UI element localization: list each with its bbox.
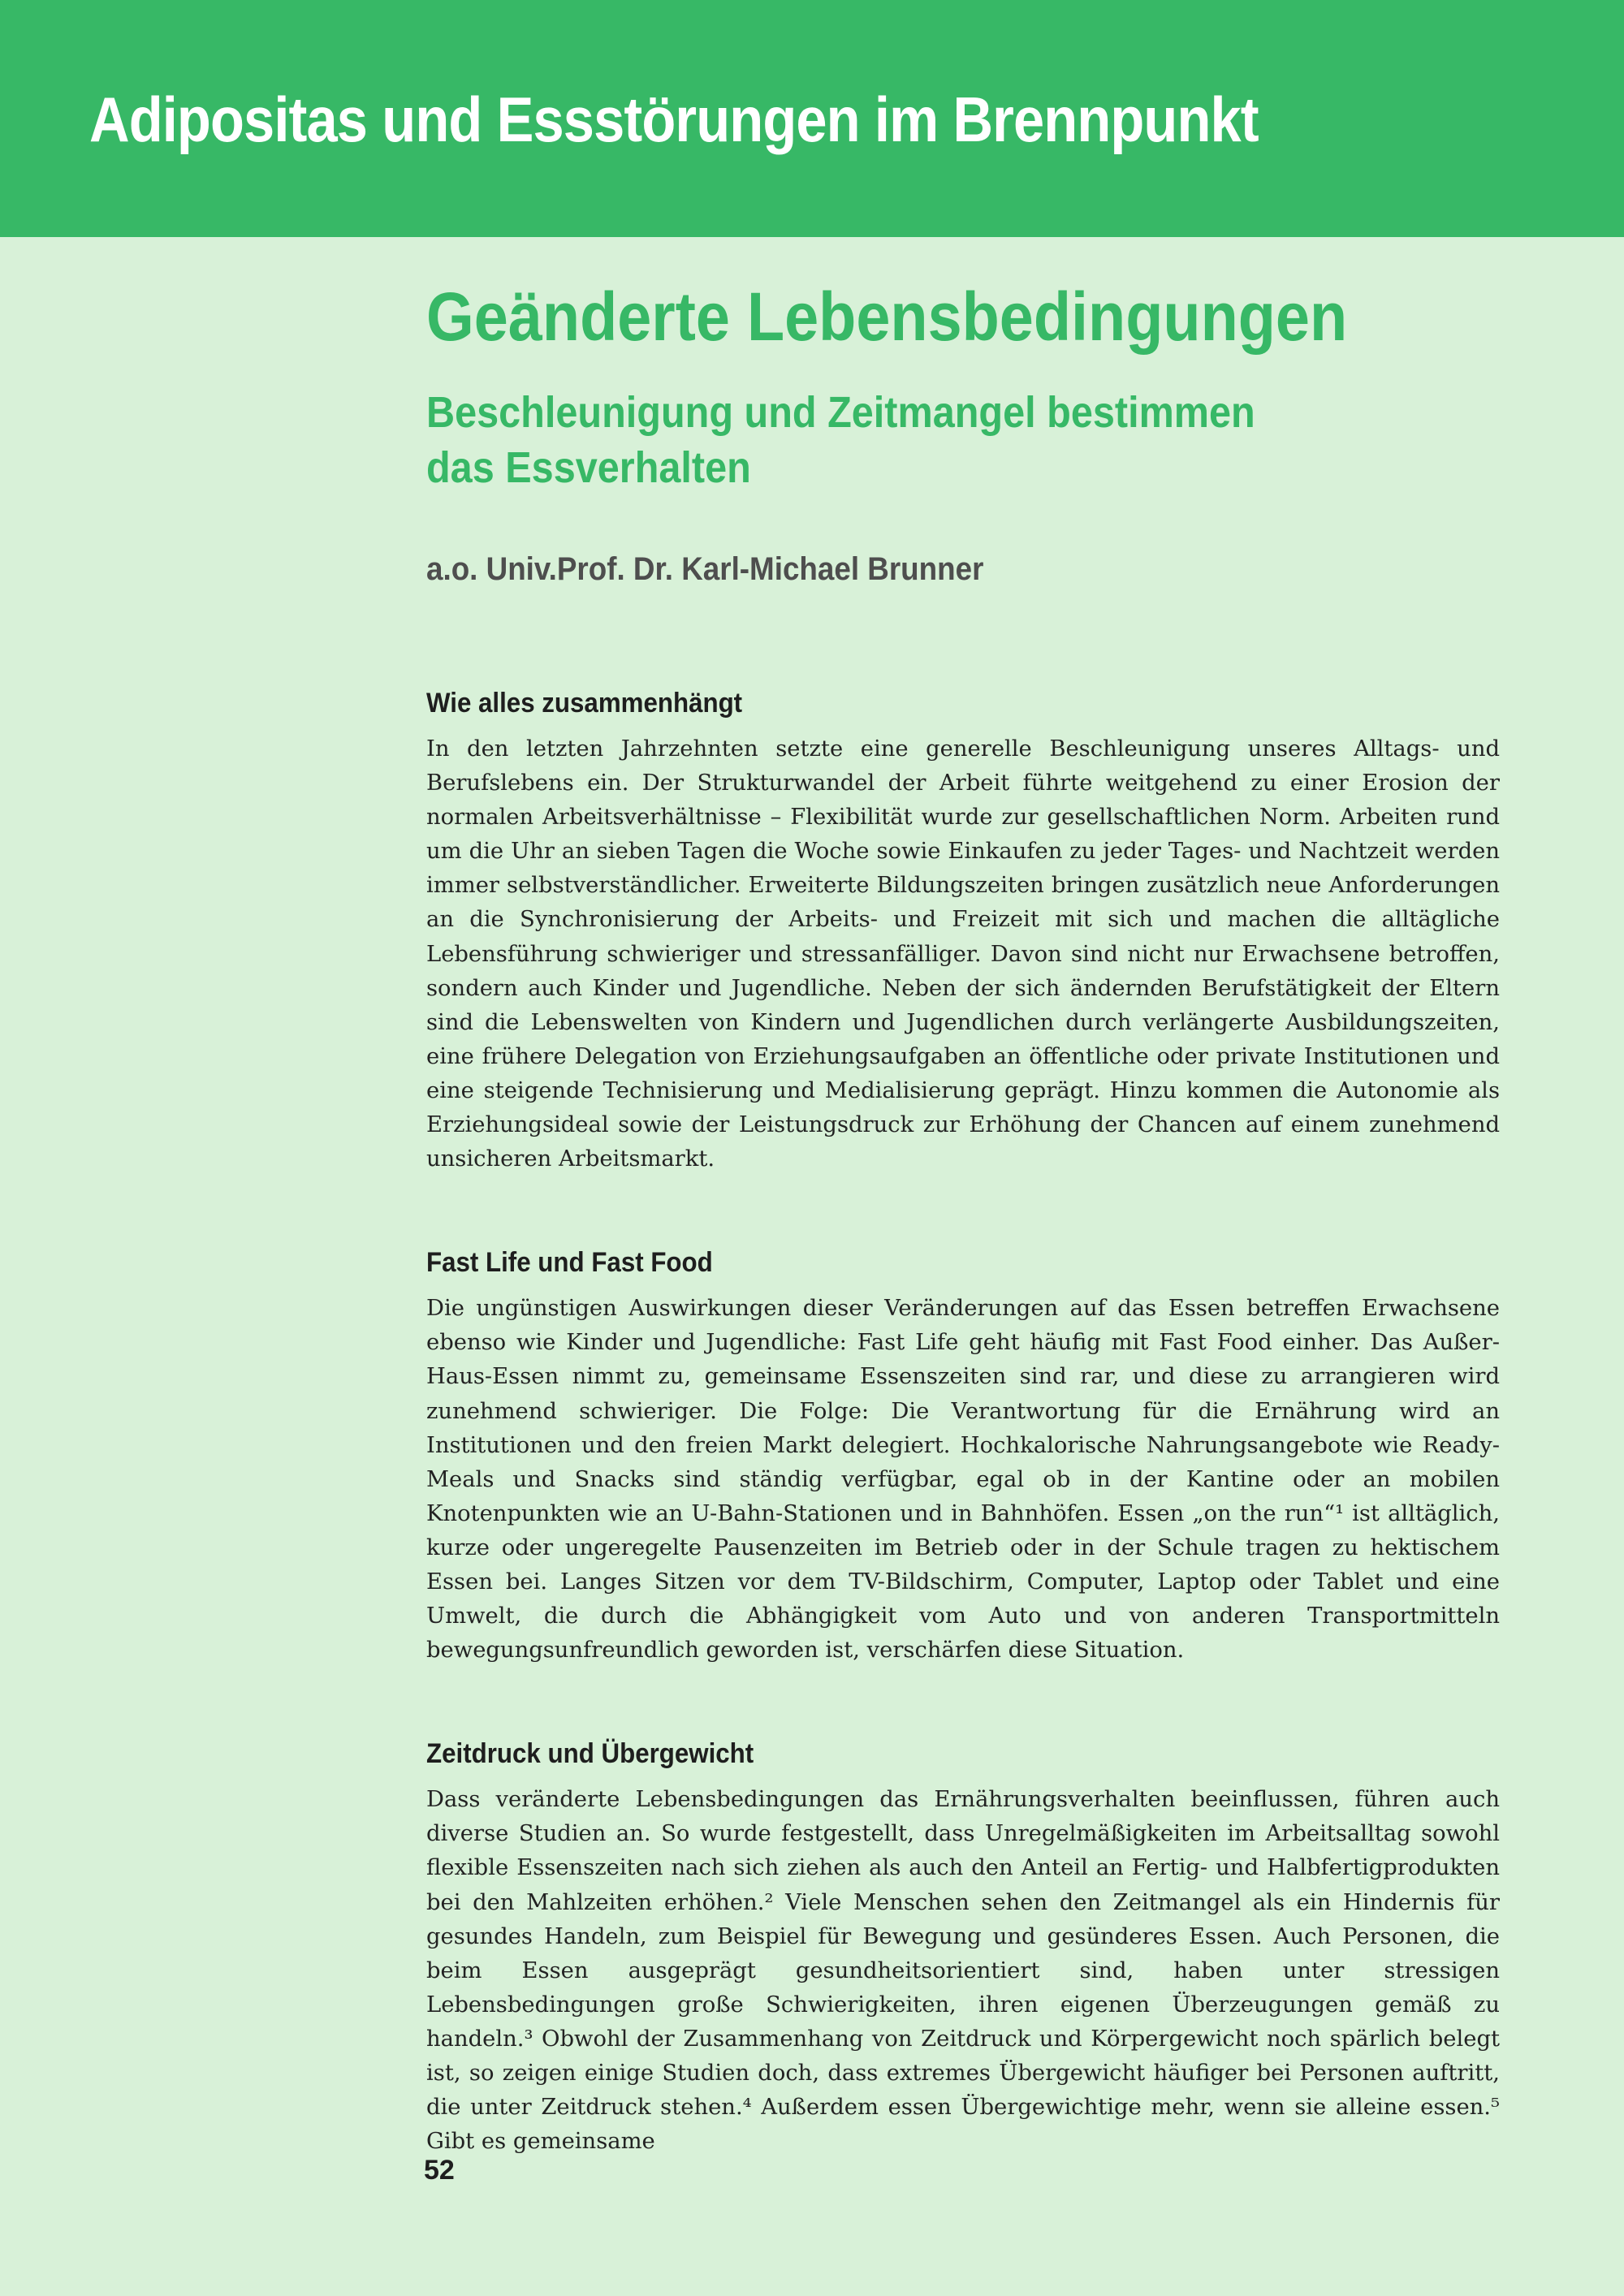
section-body: Die ungünstigen Auswirkungen dieser Veränderungen auf das Essen betreffen Erwachsene ebenso wie Kinder und Jugendliche: Fast Life geht häufig mit Fast Food einher. Das Außer-Haus-Essen nimmt zu, gemeinsame Essenszeiten sind rar, und diese zu arrangieren wird zunehmend schwieriger. Die Folge: Die Verantwortung für die Ernährung wird an Institutionen und den freien Markt delegiert. Hochkalorische Nahrungsangebote wie Ready-Meals und Snacks sind ständig verfügbar, egal ob in der Kantine oder an mobilen Knotenpunkten wie an U-Bahn-Stationen und in Bahnhöfen. Essen „on the run“¹ ist alltäglich, kurze oder ungeregelte Pausenzeiten im Betrieb oder in der Schule tragen zu hektischem Essen bei. Langes Sitzen vor dem TV-Bildschirm, Computer, Laptop oder Tablet und eine Umwelt, die durch die Abhängigkeit vom Auto und von anderen Transportmitteln bewegungsunfreundlich geworden ist, verschärfen diese Situation. [426,1296,1500,1664]
article-title: Geänderte Lebensbedingungen [426,278,1348,355]
article-subtitle-line-2: das Essverhalten [426,443,751,492]
article [426,276,1500,2155]
article-subtitle [426,385,1393,495]
publication-title: Adipositas und Essstörungen im Brennpunkt [89,84,1259,155]
section-heading: Fast Life und Fast Food [426,1247,713,1279]
article-subtitle-line-1: Beschleunigung und Zeitmangel bestimmen [426,388,1255,437]
section-body: Dass veränderte Lebensbedingungen das Ernährungsverhalten beeinflussen, führen auch diverse Studien an. So wurde festgestellt, dass Unregelmäßigkeiten im Arbeitsalltag sowohl flexible Essenszeiten nach sich ziehen als auch den Anteil an Fertig- und Halbfertigprodukten bei den Mahlzeiten erhöhen.² Viele Menschen sehen den Zeitmangel als ein Hindernis für gesundes Handeln, zum Beispiel für Bewegung und gesünderes Essen. Auch Personen, die beim Essen ausgeprägt gesundheitsorientiert sind, haben unter stressigen Lebensbedingungen große Schwierigkeiten, ihren eigenen Überzeugungen gemäß zu handeln.³ Obwohl der Zusammenhang von Zeitdruck und Körpergewicht noch spärlich belegt ist, so zeigen einige Studien doch, dass extremes Übergewicht häufiger bei Personen auftritt, die unter Zeitdruck stehen.⁴ Außerdem essen Übergewichtige mehr, wenn sie alleine essen.⁵ Gibt es gemeinsame [426,1787,1500,2155]
article-author: a.o. Univ.Prof. Dr. Karl-Michael Brunner [426,551,984,587]
section-heading: Zeitdruck und Übergewicht [426,1738,754,1770]
section-heading: Wie alles zusammenhängt [426,688,743,719]
section-zeitdruck-und-uebergewicht [426,1734,1500,2155]
section-wie-alles-zusammenhaengt [426,684,1500,1176]
section-body: In den letzten Jahrzehnten setzte eine generelle Beschleunigung unseres Alltags- und Berufslebens ein. Der Strukturwandel der Arbeit führte weitgehend zu einer Erosion der normalen Arbeitsverhältnisse – Flexibilität wurde zur gesellschaftlichen Norm. Arbeiten rund um die Uhr an sieben Tagen die Woche sowie Einkaufen zu jeder Tages- und Nachtzeit werden immer selbstverständlicher. Erweiterte Bildungszeiten bringen zusätzlich neue Anforderungen an die Synchronisierung der Arbeits- und Freizeit mit sich und machen die alltägliche Lebensführung schwieriger und stressanfälliger. Davon sind nicht nur Erwachsene betroffen, sondern auch Kinder und Jugendliche. Neben der sich ändernden Berufstätigkeit der Eltern sind die Lebenswelten von Kindern und Jugendlichen durch verlängerte Ausbildungszeiten, eine frühere Delegation von Erziehungsaufgaben an öffentliche oder private Institutionen und eine steigende Technisierung und Medialisierung geprägt. Hinzu kommen die Autonomie als Erziehungsideal sowie der Leistungsdruck zur Erhöhung der Chancen auf einem zunehmend unsicheren Arbeitsmarkt. [426,736,1500,1172]
section-fast-life-und-fast-food [426,1243,1500,1668]
page-number: 52 [424,2155,455,2186]
header-banner [0,0,1624,237]
